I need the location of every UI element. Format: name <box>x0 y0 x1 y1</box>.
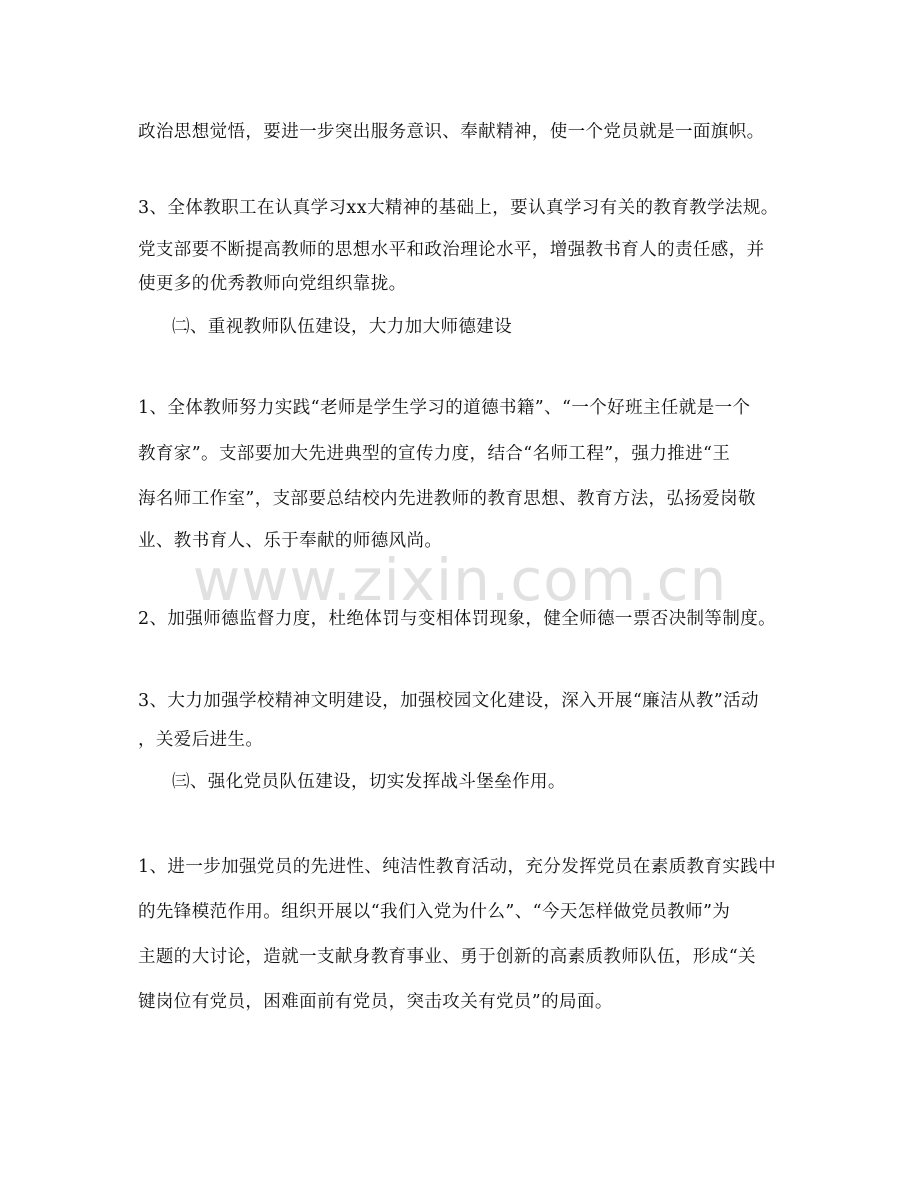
section-heading: ㈡、重视教师队伍建设，大力加大师德建设 <box>172 317 513 337</box>
paragraph-line: 的先锋模范作用。组织开展以“我们入党为什么”、“今天怎样做党员教师”为 <box>138 902 731 922</box>
paragraph-line: 教育家”。支部要加大先进典型的宣传力度，结合“名师工程”，强力推进“王 <box>138 444 731 464</box>
paragraph-line: 2、加强师德监督力度，杜绝体罚与变相体罚现象，健全师德一票否决制等制度。 <box>138 609 777 629</box>
paragraph-line: 3、大力加强学校精神文明建设，加强校园文化建设，深入开展“廉洁从教”活动 <box>138 691 759 711</box>
paragraph-line: ，关爱后进生。 <box>138 730 264 750</box>
paragraph-line: 业、教书育人、乐于奉献的师德风尚。 <box>138 531 443 551</box>
section-heading: ㈢、强化党员队伍建设，切实发挥战斗堡垒作用。 <box>172 772 566 792</box>
watermark: www.zixin.com.cn <box>192 546 728 614</box>
paragraph-line: 键岗位有党员，困难面前有党员，突击攻关有党员”的局面。 <box>138 992 613 1012</box>
paragraph-line: 使更多的优秀教师向党组织靠拢。 <box>138 274 407 294</box>
paragraph-line: 1、全体教师努力实践“老师是学生学习的道德书籍”、“一个好班主任就是一个 <box>138 398 751 418</box>
paragraph-line: 1、进一步加强党员的先进性、纯洁性教育活动，充分发挥党员在素质教育实践中 <box>138 857 777 877</box>
paragraph-line: 海名师工作室”，支部要总结校内先进教师的教育思想、教育方法，弘扬爱岗敬 <box>138 489 756 509</box>
paragraph-line: 主题的大讨论，造就一支献身教育事业、勇于创新的高素质教师队伍，形成“关 <box>138 947 756 967</box>
paragraph-line: 3、全体教职工在认真学习xx大精神的基础上，要认真学习有关的教育教学法规。 <box>138 198 779 218</box>
paragraph-line: 政治思想觉悟，要进一步突出服务意识、奉献精神，使一个党员就是一面旗帜。 <box>138 122 765 142</box>
paragraph-line: 党支部要不断提高教师的思想水平和政治理论水平，增强教书育人的责任感，并 <box>138 240 765 260</box>
